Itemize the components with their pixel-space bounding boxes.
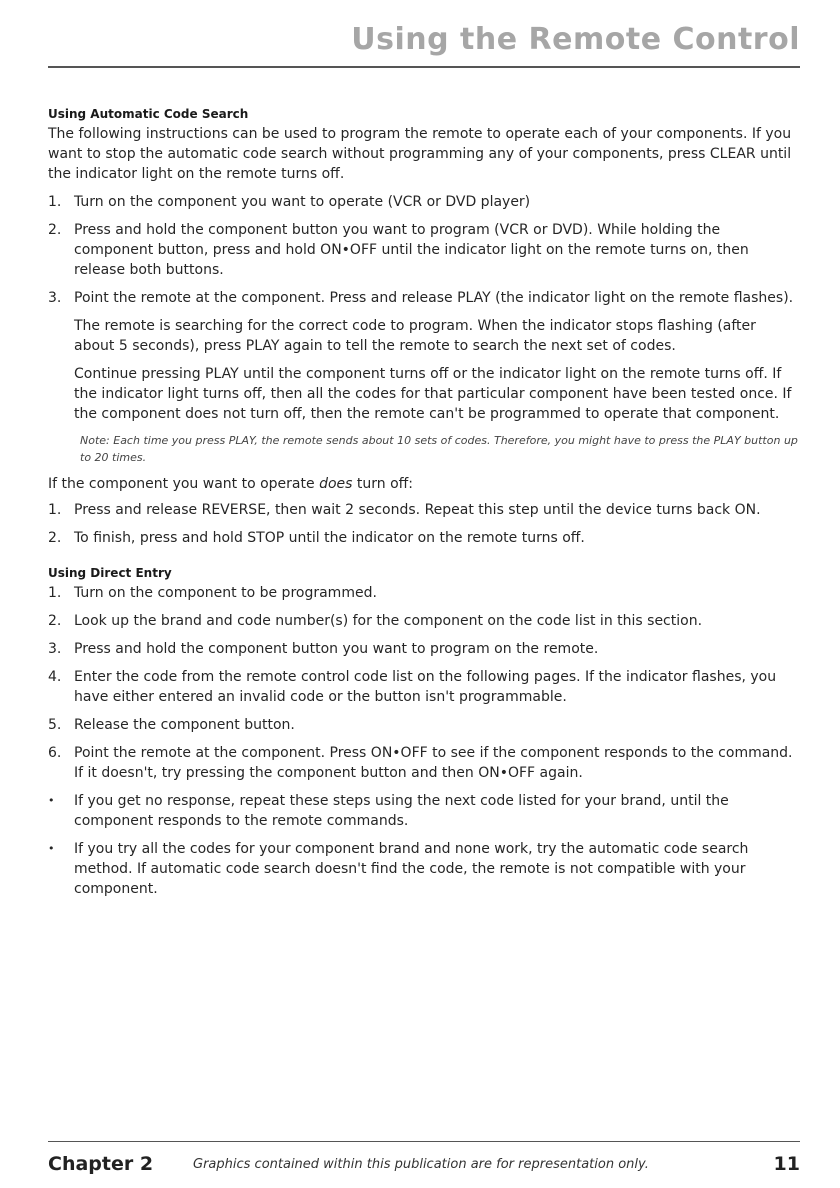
lead-text-start: If the component you want to operate xyxy=(48,476,320,492)
bullet-text: If you get no response, repeat these steps using the next code listed for your brand, until the component responds to the remote commands. xyxy=(74,793,729,829)
step3-paragraph-searching: The remote is searching for the correct code to program. When the indicator stops flashing (after about 5 seconds), press PLAY again to tell the remote to search the next set of codes. xyxy=(74,318,756,354)
page-content xyxy=(48,107,800,907)
step-text: Turn on the component you want to operate (VCR or DVD player) xyxy=(74,194,531,210)
step-text: Point the remote at the component. Press and release PLAY (the indicator light on the remote flashes). xyxy=(74,290,794,306)
list-item xyxy=(48,743,800,783)
step-text: Turn on the component to be programmed. xyxy=(74,585,377,601)
bullet-icon: • xyxy=(48,794,55,807)
does-steps-list xyxy=(48,500,800,548)
footer-rule xyxy=(48,1141,800,1142)
section-heading-auto: Using Automatic Code Search xyxy=(48,107,249,121)
step-number: 3. xyxy=(48,290,62,306)
direct-bullets-list xyxy=(48,791,800,899)
bullet-icon: • xyxy=(48,842,55,855)
step-number: 6. xyxy=(48,745,62,761)
footer-caption: Graphics contained within this publication are for representation only. xyxy=(193,1157,649,1172)
bullet-text: If you try all the codes for your component brand and none work, try the automatic code search method. If automatic code search doesn't find the code, the remote is not compatible with your component. xyxy=(74,841,749,897)
step-number: 1. xyxy=(48,502,62,518)
intro-paragraph: The following instructions can be used to program the remote to operate each of your components. If you want to stop the automatic code search without programming any of your components, press CLEAR until the indicator light on the remote turns off. xyxy=(48,126,792,182)
list-item xyxy=(48,220,800,280)
list-item xyxy=(48,192,800,212)
step-text: Look up the brand and code number(s) for the component on the code list in this section. xyxy=(74,613,703,629)
list-item xyxy=(48,528,800,548)
section-automatic-code-search xyxy=(48,107,800,548)
list-item xyxy=(48,715,800,735)
chapter-label: Chapter 2 xyxy=(48,1153,154,1175)
direct-steps-list xyxy=(48,583,800,783)
note-text: Note: Each time you press PLAY, the remote sends about 10 sets of codes. Therefore, you might have to press the PLAY button up to 20 times. xyxy=(80,434,798,464)
does-turn-off-lead xyxy=(48,474,800,494)
section-heading-direct: Using Direct Entry xyxy=(48,566,172,580)
step-text: Press and hold the component button you want to program (VCR or DVD). While holding the component button, press and hold ON•OFF until the indicator light on the remote turns on, then release both buttons. xyxy=(74,222,749,278)
step-number: 1. xyxy=(48,585,62,601)
list-item xyxy=(48,500,800,520)
list-item xyxy=(48,839,800,899)
step-number: 5. xyxy=(48,717,62,733)
step-text: Enter the code from the remote control code list on the following pages. If the indicator flashes, you have either entered an invalid code or the button isn't programmable. xyxy=(74,669,777,705)
step-text: Release the component button. xyxy=(74,717,295,733)
header-rule xyxy=(48,66,800,68)
list-item xyxy=(48,791,800,831)
step-text: To finish, press and hold STOP until the indicator on the remote turns off. xyxy=(74,530,585,546)
step-number: 2. xyxy=(48,222,62,238)
auto-steps-list xyxy=(48,192,800,466)
page-footer xyxy=(48,1153,800,1183)
step-text: Press and hold the component button you want to program on the remote. xyxy=(74,641,599,657)
list-item xyxy=(48,583,800,603)
step-text: Press and release REVERSE, then wait 2 seconds. Repeat this step until the device turns back ON. xyxy=(74,502,761,518)
list-item xyxy=(48,639,800,659)
page-number: 11 xyxy=(773,1153,800,1175)
section-direct-entry xyxy=(48,566,800,899)
step-number: 3. xyxy=(48,641,62,657)
step-number: 2. xyxy=(48,530,62,546)
list-item xyxy=(48,611,800,631)
step-number: 1. xyxy=(48,194,62,210)
list-item xyxy=(48,288,800,466)
list-item xyxy=(48,667,800,707)
page-title: Using the Remote Control xyxy=(351,22,800,57)
step-text: Point the remote at the component. Press ON•OFF to see if the component responds to the command. If it doesn't, try pressing the component button and then ON•OFF again. xyxy=(74,745,793,781)
lead-text-end: turn off: xyxy=(352,476,413,492)
lead-emphasis: does xyxy=(319,476,353,492)
step3-paragraph-continue: Continue pressing PLAY until the component turns off or the indicator light on the remote turns off. If the indicator light turns off, then all the codes for that particular component have been tested once. If the component does not turn off, then the remote can't be programmed to operate that component. xyxy=(74,366,792,422)
step-number: 4. xyxy=(48,669,62,685)
step-number: 2. xyxy=(48,613,62,629)
